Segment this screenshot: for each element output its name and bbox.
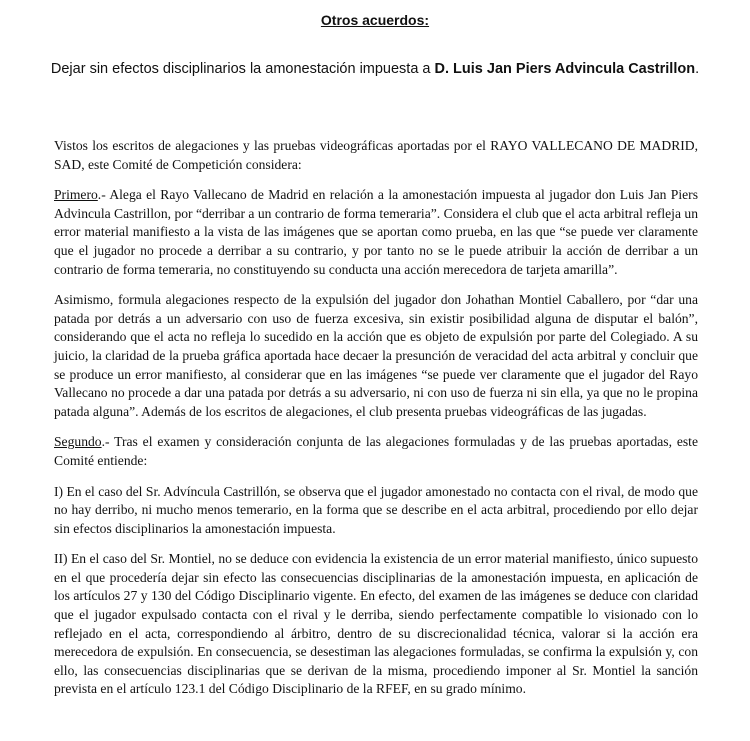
segundo-text: .- Tras el examen y consideración conjunta de las alegaciones formuladas y de las pruebas aportadas, este Comité entiende: (54, 434, 698, 468)
section-heading: Otros acuerdos: (320, 12, 430, 28)
asimismo-paragraph: Asimismo, formula alegaciones respecto de la expulsión del jugador don Johathan Montiel Caballero, por “dar una patada por detrás a un adversario con uso de fuerza excesiva, sin existir posibilidad alguna de disputar el balón”, considerando que el acta no refleja lo sucedido en la acción que es objeto de expulsión por parte del Colegiado. A su juicio, la claridad de la prueba gráfica aportada hace decaer la presunción de veracidad del acta arbitral y concluir que se produce un error manifiesto, al considerar que en las imágenes “se puede ver claramente que el jugador del Rayo Vallecano no procede a dar una patada por detrás a su adversario, ni con uso de fuerza ni sin ella, ya que no le propina patada alguna”. Además de los escritos de alegaciones, el club presenta pruebas videográficas de las jugadas. (54, 292, 698, 419)
agreement-text: Dejar sin efectos disciplinarios la amonestación impuesta a (50, 61, 435, 77)
segundo-paragraph (54, 433, 698, 470)
point-one-paragraph: I) En el caso del Sr. Advíncula Castrillón, se observa que el jugador amonestado no contacta con el rival, de modo que no hay derribo, ni mucho menos temerario, en la forma que se describe en el acta arbitral, procediendo por ello dejar sin efectos disciplinarios la amonestación impuesta. (54, 483, 698, 536)
player-name: D. Luis Jan Piers Advincula Castrillon (434, 61, 696, 77)
primero-text: .- Alega el Rayo Vallecano de Madrid en relación a la amonestación impuesta al jugador don Luis Jan Piers Advincula Castrillon, por “derribar a un contrario de forma temeraria”. Considera el club que el acta arbitral refleja un error material manifiesto a la vista de las imágenes que se aportan como prueba, en las que “se puede ver claramente que el jugador no procede a derribar a su contrario, y por tanto no se le puede atribuir la acción de derribar a un contrario de forma temeraria, no constituyendo su conducta una acción merecedora de tarjeta amarilla”. (54, 187, 698, 277)
resolution-body (54, 137, 698, 711)
primero-label: Primero (54, 187, 98, 203)
agreement-end: . (695, 61, 700, 77)
segundo-label: Segundo (54, 434, 102, 450)
intro-paragraph: Vistos los escritos de alegaciones y las pruebas videográficas aportadas por el RAYO VALLECANO DE MADRID, SAD, este Comité de Competición considera: (54, 138, 698, 172)
agreement-line (0, 61, 750, 77)
point-two-paragraph: II) En el caso del Sr. Montiel, no se deduce con evidencia la existencia de un error material manifiesto, único supuesto en el que procedería dejar sin efecto las consecuencias disciplinarias de la amonestación impuesta, en aplicación de los artículos 27 y 130 del Código Disciplinario vigente. En efecto, del examen de las imágenes se deduce con claridad que el jugador expulsado contacta con el rival y le derriba, siendo perfectamente compatible lo visionado con lo reflejado en el acta, correspondiendo al árbitro, dentro de su discrecionalidad técnica, valorar si la acción era merecedora de expulsión. En consecuencia, se desestiman las alegaciones formuladas, se confirma la expulsión y, con ello, las consecuencias disciplinarias que se derivan de la misma, procediendo imponer al Sr. Montiel la sanción prevista en el artículo 123.1 del Código Disciplinario de la RFEF, en su grado mínimo. (54, 551, 698, 697)
primero-paragraph (54, 186, 698, 279)
